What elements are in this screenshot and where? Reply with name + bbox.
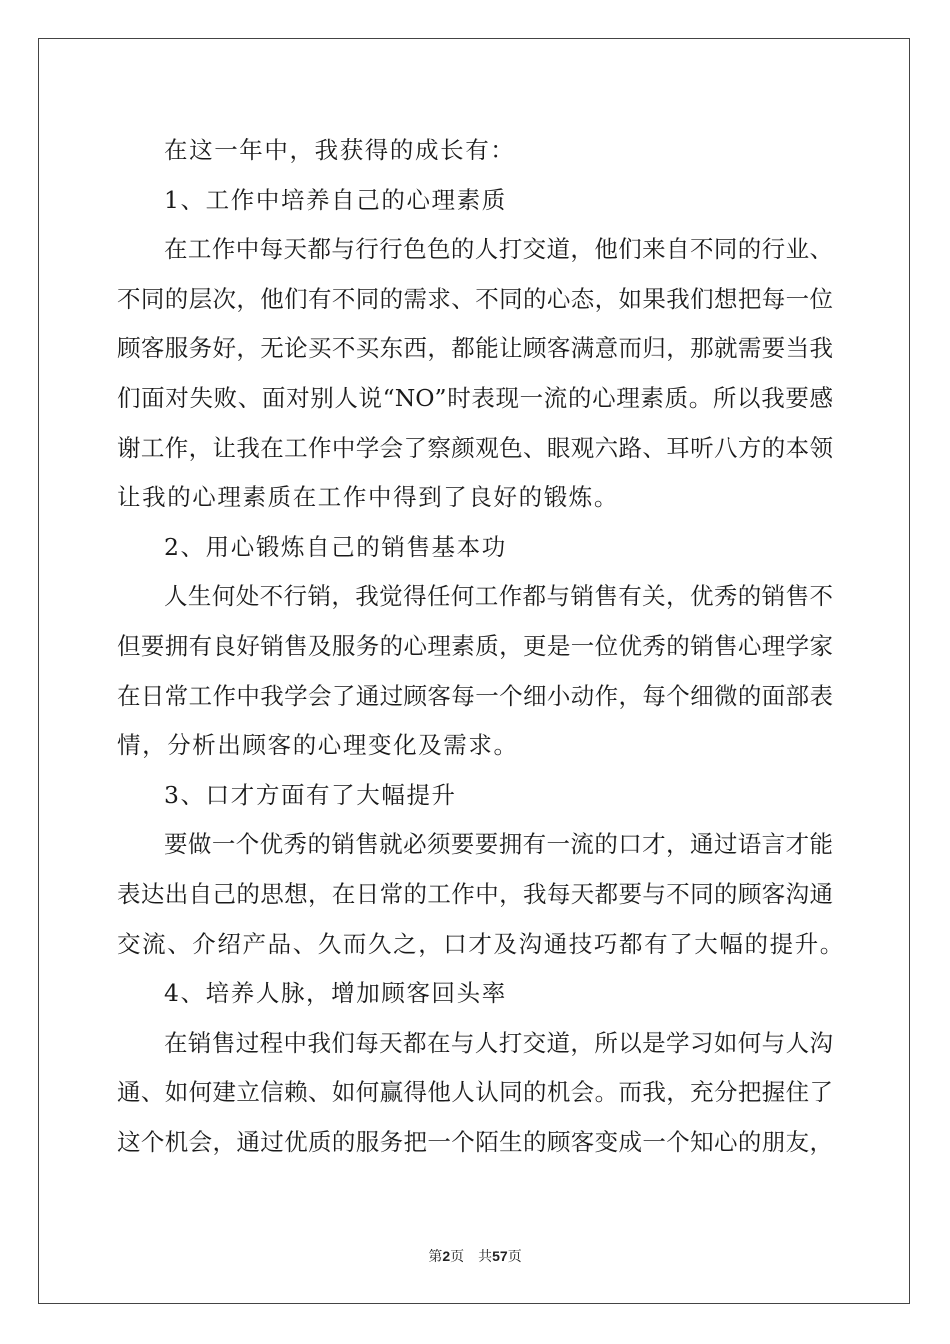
page-footer: [0, 1246, 950, 1267]
text-line: 让我的心理素质在工作中得到了良好的锻炼。: [117, 483, 619, 512]
text-line: 在销售过程中我们每天都在与人打交道，所以是学习如何与人沟: [164, 1028, 833, 1057]
text-line: 人生何处不行销，我觉得任何工作都与销售有关，优秀的销售不: [164, 582, 833, 611]
text-line: 表达出自己的思想，在日常的工作中，我每天都要与不同的顾客沟通: [117, 879, 833, 908]
text-line: 在日常工作中我学会了通过顾客每一个细小动作，每个细微的面部表: [117, 681, 833, 710]
text-line: 但要拥有良好销售及服务的心理素质，更是一位优秀的销售心理学家: [117, 631, 833, 660]
text-line: 3、口才方面有了大幅提升: [164, 780, 457, 809]
total-suffix: 页: [507, 1249, 522, 1265]
total-prefix: 共: [478, 1249, 493, 1265]
page-prefix: 第: [428, 1249, 443, 1265]
text-line: 这个机会，通过优质的服务把一个陌生的顾客变成一个知心的朋友，: [117, 1127, 833, 1156]
document-body: [117, 126, 845, 1167]
text-line: 要做一个优秀的销售就必须要要拥有一流的口才，通过语言才能: [164, 830, 833, 859]
text-line: 交流、介绍产品、久而久之，口才及沟通技巧都有了大幅的提升。: [117, 929, 845, 958]
text-line: 在工作中每天都与行行色色的人打交道，他们来自不同的行业、: [164, 235, 833, 264]
text-line: 们面对失败、面对别人说“NO”时表现一流的心理素质。所以我要感: [117, 383, 833, 412]
text-line: 在这一年中，我获得的成长有：: [164, 136, 516, 164]
total-pages: 57: [492, 1248, 508, 1264]
text-line: 4、培养人脉，增加顾客回头率: [164, 979, 507, 1008]
text-line: 谢工作，让我在工作中学会了察颜观色、眼观六路、耳听八方的本领: [117, 433, 833, 462]
text-line: 2、用心锻炼自己的销售基本功: [164, 532, 507, 561]
text-line: 情，分析出顾客的心理变化及需求。: [117, 731, 519, 760]
text-line: 1、工作中培养自己的心理素质: [164, 185, 507, 214]
page-number: 2: [442, 1248, 451, 1264]
text-line: 不同的层次，他们有不同的需求、不同的心态，如果我们想把每一位: [117, 284, 833, 313]
page-suffix: 页: [450, 1249, 465, 1265]
text-line: 顾客服务好，无论买不买东西，都能让顾客满意而归，那就需要当我: [117, 334, 833, 363]
text-line: 通、如何建立信赖、如何赢得他人认同的机会。而我，充分把握住了: [117, 1078, 833, 1107]
